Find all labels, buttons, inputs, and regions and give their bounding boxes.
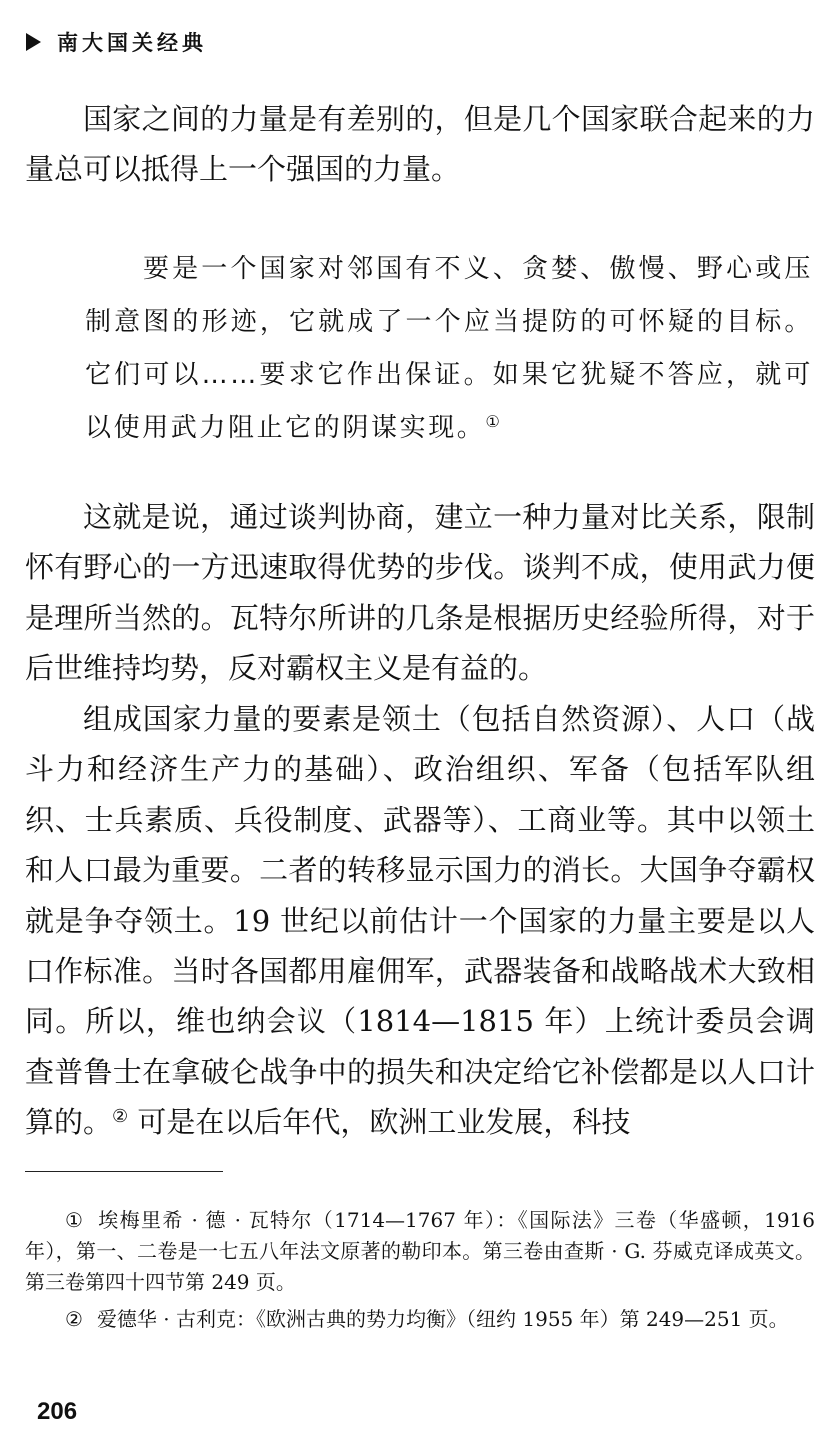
paragraph-2: 这就是说，通过谈判协商，建立一种力量对比关系，限制怀有野心的一方迅速取得优势的步伐。谈判不成，使用武力便是理所当然的。瓦特尔所讲的几条是根据历史经验所得，对于后世维持均势，反对霸权主义是有益的。 (25, 500, 815, 686)
header-title: 南大国关经典 (57, 31, 207, 55)
paragraph-1: 国家之间的力量是有差别的，但是几个国家联合起来的力量总可以抵得上一个强国的力量。 (25, 102, 815, 187)
footnote-2-mark: ② (65, 1307, 83, 1331)
paragraph-3-tail: 可是在以后年代，欧洲工业发展，科技 (128, 1105, 631, 1140)
footnote-1-mark: ① (65, 1208, 85, 1232)
triangle-bullet-icon (26, 33, 41, 51)
footnote-ref-1: ① (485, 412, 500, 432)
footnote-1-text: 埃梅里希 · 德 · 瓦特尔（1714—1767 年）：《国际法》三卷（华盛顿，1916 年），第一、二卷是一七五八年法文原著的勒印本。第三卷由查斯 · G. 芬威克译成英文。第三卷第四十四节第 249 页。 (25, 1208, 815, 1294)
footnote-ref-2: ② (112, 1106, 129, 1128)
paragraph-3-text: 组成国家力量的要素是领土（包括自然资源）、人口（战斗力和经济生产力的基础）、政治组织、军备（包括军队组织、士兵素质、兵役制度、武器等）、工商业等。其中以领土和人口最为重要。二者的转移显示国力的消长。大国争夺霸权就是争夺领土。19 世纪以前估计一个国家的力量主要是以人口作标准。当时各国都用雇佣军，武器装备和战略战术大致相同。所以，维也纳会议（1814—1815 年）上统计委员会调查普鲁士在拿破仑战争中的损失和决定给它补偿都是以人口计算的。 (25, 702, 815, 1140)
block-quote-text: 要是一个国家对邻国有不义、贪婪、傲慢、野心或压制意图的形迹，它就成了一个应当提防的可怀疑的目标。它们可以……要求它作出保证。如果它犹疑不答应，就可以使用武力阻止它的阴谋实现。 (85, 254, 813, 443)
footnote-divider (25, 1171, 223, 1172)
block-quote (85, 243, 813, 455)
footnote-1 (25, 1205, 815, 1298)
footnote-2-text: 爱德华 · 古利克：《欧洲古典的势力均衡》（纽约 1955 年）第 249—251 页。 (96, 1307, 789, 1331)
running-header (26, 24, 207, 60)
paragraph-3 (25, 694, 815, 1148)
page-number: 206 (37, 1398, 78, 1425)
footnote-2 (25, 1304, 815, 1335)
